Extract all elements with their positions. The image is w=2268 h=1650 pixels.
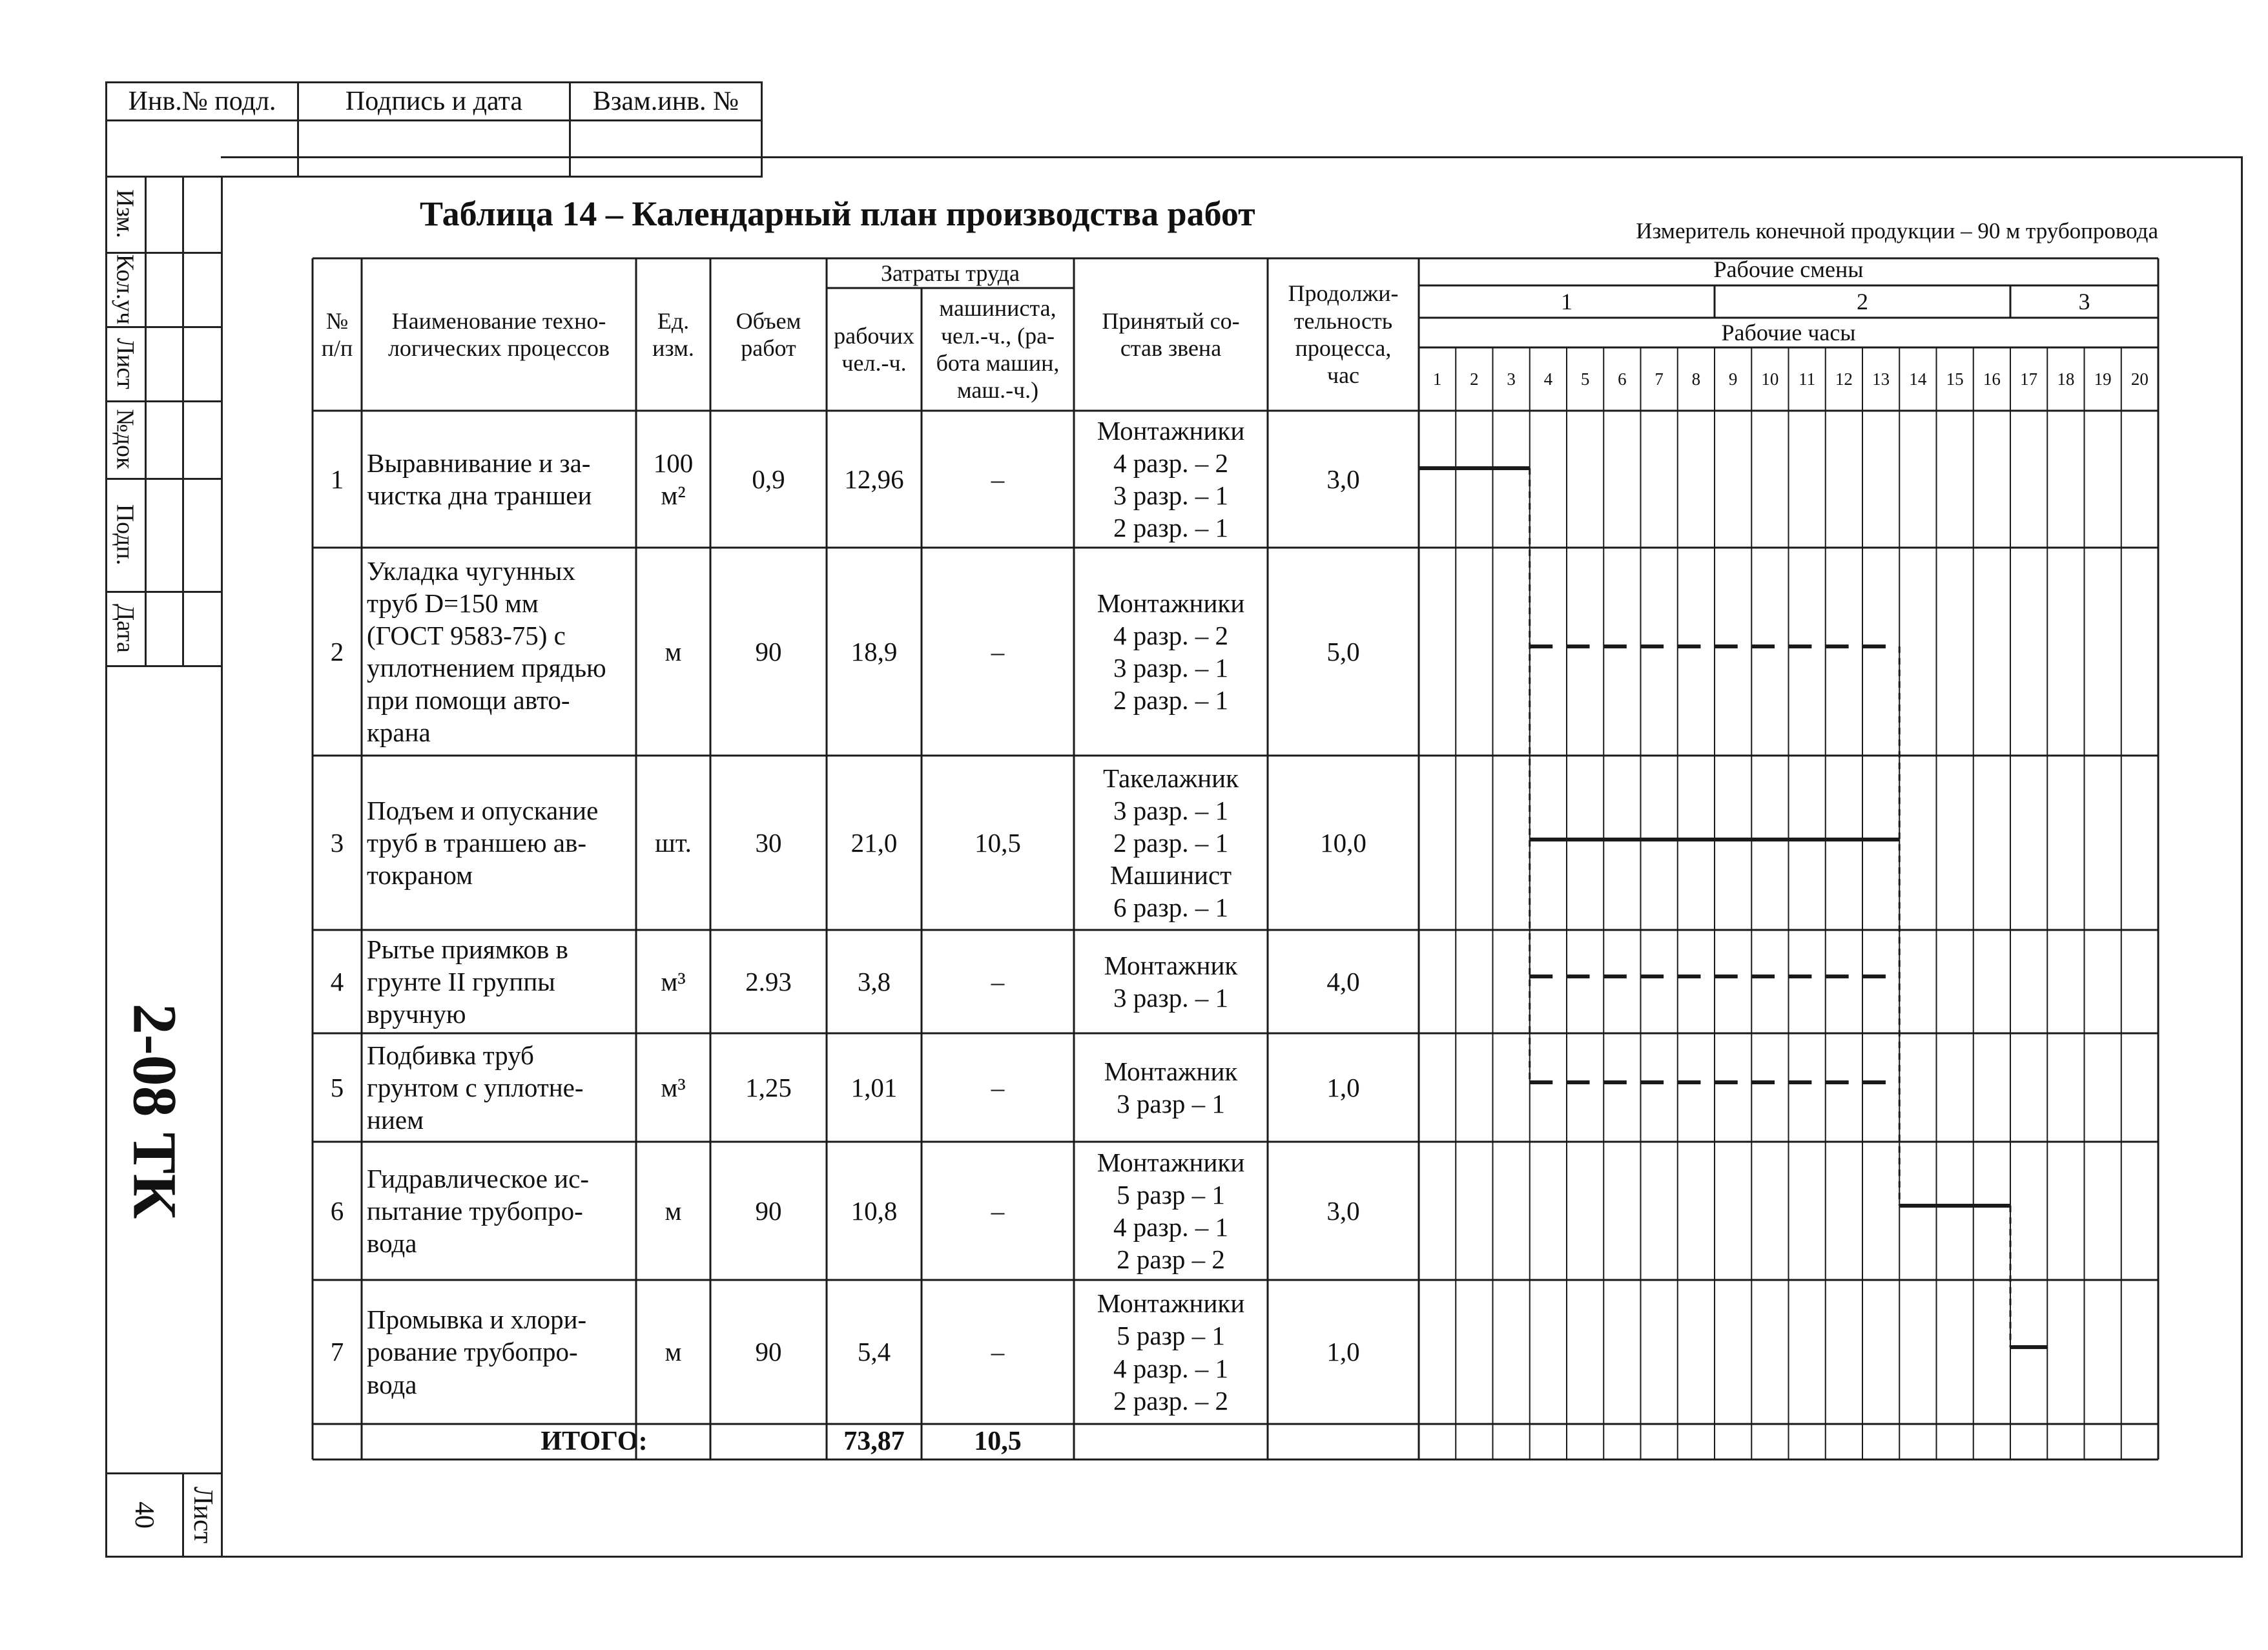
row-1-crew: Монтажники 4 разр. – 2 3 разр. – 1 2 разр. – 1 bbox=[1097, 415, 1245, 543]
row-4-no: 4 bbox=[330, 966, 344, 996]
stamp-sign-label: Подпись и дата bbox=[297, 81, 571, 121]
row-1-duration: 3,0 bbox=[1326, 464, 1360, 494]
row-3-duration: 10,0 bbox=[1320, 827, 1366, 858]
hour-15: 15 bbox=[1946, 369, 1964, 389]
row-3-name: Подъем и опускание труб в траншею ав- токраном bbox=[367, 795, 599, 890]
row-2-machinist: – bbox=[991, 636, 1005, 666]
total-machinist: 10,5 bbox=[974, 1426, 1022, 1456]
row-7-no: 7 bbox=[330, 1337, 344, 1367]
row-5-duration: 1,0 bbox=[1326, 1072, 1360, 1102]
side-label-1: Изм. bbox=[111, 189, 139, 238]
hour-17: 17 bbox=[2020, 369, 2038, 389]
row-7-crew: Монтажники 5 разр – 1 4 разр. – 1 2 разр. – 2 bbox=[1097, 1288, 1245, 1416]
row-6-volume: 90 bbox=[755, 1195, 782, 1226]
hour-3: 3 bbox=[1507, 369, 1516, 389]
sheet-label: Лист bbox=[187, 1487, 218, 1543]
row-5-workers: 1,01 bbox=[850, 1072, 898, 1102]
header-no: № п/п bbox=[321, 307, 353, 361]
row-4-crew: Монтажник 3 разр. – 1 bbox=[1104, 950, 1238, 1013]
main-frame-top bbox=[221, 156, 2242, 158]
row-5-name: Подбивка труб грунтом с уплотне- нием bbox=[367, 1040, 584, 1135]
shift-number-1: 1 bbox=[1561, 288, 1572, 315]
main-frame-bottom bbox=[105, 1556, 2243, 1558]
hour-14: 14 bbox=[1909, 369, 1927, 389]
row-3-crew: Такелажник 3 разр. – 1 2 разр. – 1 Машинист 6 разр. – 1 bbox=[1102, 763, 1239, 923]
side-label-divider bbox=[105, 400, 223, 402]
header-shifts: Рабочие смены bbox=[1713, 256, 1864, 282]
header-duration: Продолжи- тельность процесса, час bbox=[1288, 280, 1399, 389]
row-2-volume: 90 bbox=[755, 636, 782, 666]
header-crew: Принятый со- став звена bbox=[1102, 307, 1240, 361]
hour-18: 18 bbox=[2057, 369, 2075, 389]
header-volume: Объем работ bbox=[736, 307, 801, 361]
side-label-4: №док bbox=[111, 409, 139, 469]
side-label-3: Лист bbox=[111, 337, 139, 389]
stamp-sign-value bbox=[297, 119, 571, 178]
stamp-inv-value bbox=[105, 119, 299, 178]
side-label-5: Подп. bbox=[111, 504, 139, 565]
row-2-no: 2 bbox=[330, 636, 344, 666]
hour-11: 11 bbox=[1799, 369, 1816, 389]
hour-6: 6 bbox=[1618, 369, 1627, 389]
hour-16: 16 bbox=[1983, 369, 2001, 389]
row-1-unit: 100 м² bbox=[653, 448, 694, 510]
left-margin-divider-2 bbox=[182, 176, 184, 666]
row-7-machinist: – bbox=[991, 1337, 1005, 1367]
row-6-machinist: – bbox=[991, 1195, 1005, 1226]
stamp-replace-label: Взам.инв. № bbox=[569, 81, 763, 121]
row-5-no: 5 bbox=[330, 1072, 344, 1102]
row-5-machinist: – bbox=[991, 1072, 1005, 1102]
left-margin-divider bbox=[145, 176, 147, 666]
row-6-workers: 10,8 bbox=[850, 1195, 898, 1226]
header-unit: Ед. изм. bbox=[652, 307, 694, 361]
total-workers: 73,87 bbox=[843, 1426, 905, 1456]
row-2-workers: 18,9 bbox=[850, 636, 898, 666]
side-label-2: Кол.уч bbox=[111, 254, 139, 324]
stamp-replace-value bbox=[569, 119, 763, 178]
row-3-unit: шт. bbox=[655, 827, 692, 858]
row-6-no: 6 bbox=[330, 1195, 344, 1226]
hour-9: 9 bbox=[1728, 369, 1738, 389]
hour-19: 19 bbox=[2094, 369, 2112, 389]
side-label-divider bbox=[105, 478, 223, 480]
hour-10: 10 bbox=[1761, 369, 1779, 389]
left-margin-bottom-divider bbox=[105, 665, 223, 667]
row-1-machinist: – bbox=[991, 464, 1005, 494]
stamp-inv-label: Инв.№ подл. bbox=[105, 81, 299, 121]
row-4-name: Рытье приямков в грунте II группы вручную bbox=[367, 934, 568, 1029]
row-3-workers: 21,0 bbox=[850, 827, 898, 858]
row-7-volume: 90 bbox=[755, 1337, 782, 1367]
row-6-crew: Монтажники 5 разр – 1 4 разр. – 1 2 разр – 2 bbox=[1097, 1147, 1245, 1275]
row-3-no: 3 bbox=[330, 827, 344, 858]
row-1-no: 1 bbox=[330, 464, 344, 494]
hour-5: 5 bbox=[1580, 369, 1590, 389]
hour-4: 4 bbox=[1543, 369, 1553, 389]
header-hours-label: Рабочие часы bbox=[1721, 319, 1856, 345]
side-label-divider bbox=[105, 591, 223, 593]
table-title: Таблица 14 – Календарный план производства работ bbox=[420, 194, 1255, 233]
document-number: 2-08 ТК bbox=[120, 1003, 190, 1219]
row-4-volume: 2.93 bbox=[745, 966, 792, 996]
row-2-name: Укладка чугунных труб D=150 мм (ГОСТ 9583-75) с уплотнением прядью при помощи авто- крана bbox=[367, 555, 606, 748]
row-2-unit: м bbox=[665, 636, 682, 666]
row-6-unit: м bbox=[665, 1195, 682, 1226]
shift-number-2: 2 bbox=[1857, 288, 1868, 315]
header-labor: Затраты труда bbox=[881, 260, 1020, 286]
total-label: ИТОГО: bbox=[541, 1426, 648, 1456]
row-1-name: Выравнивание и за- чистка дна траншеи bbox=[367, 448, 592, 510]
row-4-unit: м³ bbox=[661, 966, 686, 996]
row-4-machinist: – bbox=[991, 966, 1005, 996]
shift-number-3: 3 bbox=[2078, 288, 2090, 315]
row-6-duration: 3,0 bbox=[1326, 1195, 1360, 1226]
measure-note: Измеритель конечной продукции – 90 м трубопровода bbox=[1636, 218, 2158, 243]
row-3-volume: 30 bbox=[755, 827, 782, 858]
hour-1: 1 bbox=[1432, 369, 1442, 389]
row-7-duration: 1,0 bbox=[1326, 1337, 1360, 1367]
row-2-crew: Монтажники 4 разр. – 2 3 разр. – 1 2 разр. – 1 bbox=[1097, 588, 1245, 716]
hour-8: 8 bbox=[1691, 369, 1701, 389]
header-workers: рабочих чел.-ч. bbox=[834, 322, 914, 376]
row-6-name: Гидравлическое ис- пытание трубопро- вода bbox=[367, 1163, 589, 1258]
row-5-unit: м³ bbox=[661, 1072, 686, 1102]
hour-2: 2 bbox=[1470, 369, 1479, 389]
row-7-unit: м bbox=[665, 1337, 682, 1367]
header-name: Наименование техно- логических процессов bbox=[387, 307, 610, 361]
row-1-volume: 0,9 bbox=[752, 464, 785, 494]
hour-12: 12 bbox=[1835, 369, 1853, 389]
main-frame-right bbox=[2241, 156, 2243, 1558]
side-label-6: Дата bbox=[111, 603, 139, 653]
row-7-name: Промывка и хлори- рование трубопро- вода bbox=[367, 1305, 587, 1399]
row-1-workers: 12,96 bbox=[844, 464, 904, 494]
side-label-divider bbox=[105, 252, 223, 254]
row-4-duration: 4,0 bbox=[1326, 966, 1360, 996]
row-7-workers: 5,4 bbox=[857, 1337, 891, 1367]
row-4-workers: 3,8 bbox=[857, 966, 891, 996]
row-3-machinist: 10,5 bbox=[974, 827, 1021, 858]
row-5-volume: 1,25 bbox=[745, 1072, 792, 1102]
header-machinist: машиниста, чел.-ч., (ра- бота машин, маш.-ч.) bbox=[936, 295, 1060, 404]
hour-13: 13 bbox=[1872, 369, 1890, 389]
sheet-number: 40 bbox=[129, 1501, 159, 1529]
side-label-divider bbox=[105, 326, 223, 328]
row-5-crew: Монтажник 3 разр – 1 bbox=[1104, 1056, 1238, 1119]
hour-20: 20 bbox=[2130, 369, 2149, 389]
row-2-duration: 5,0 bbox=[1326, 636, 1360, 666]
hour-7: 7 bbox=[1655, 369, 1664, 389]
